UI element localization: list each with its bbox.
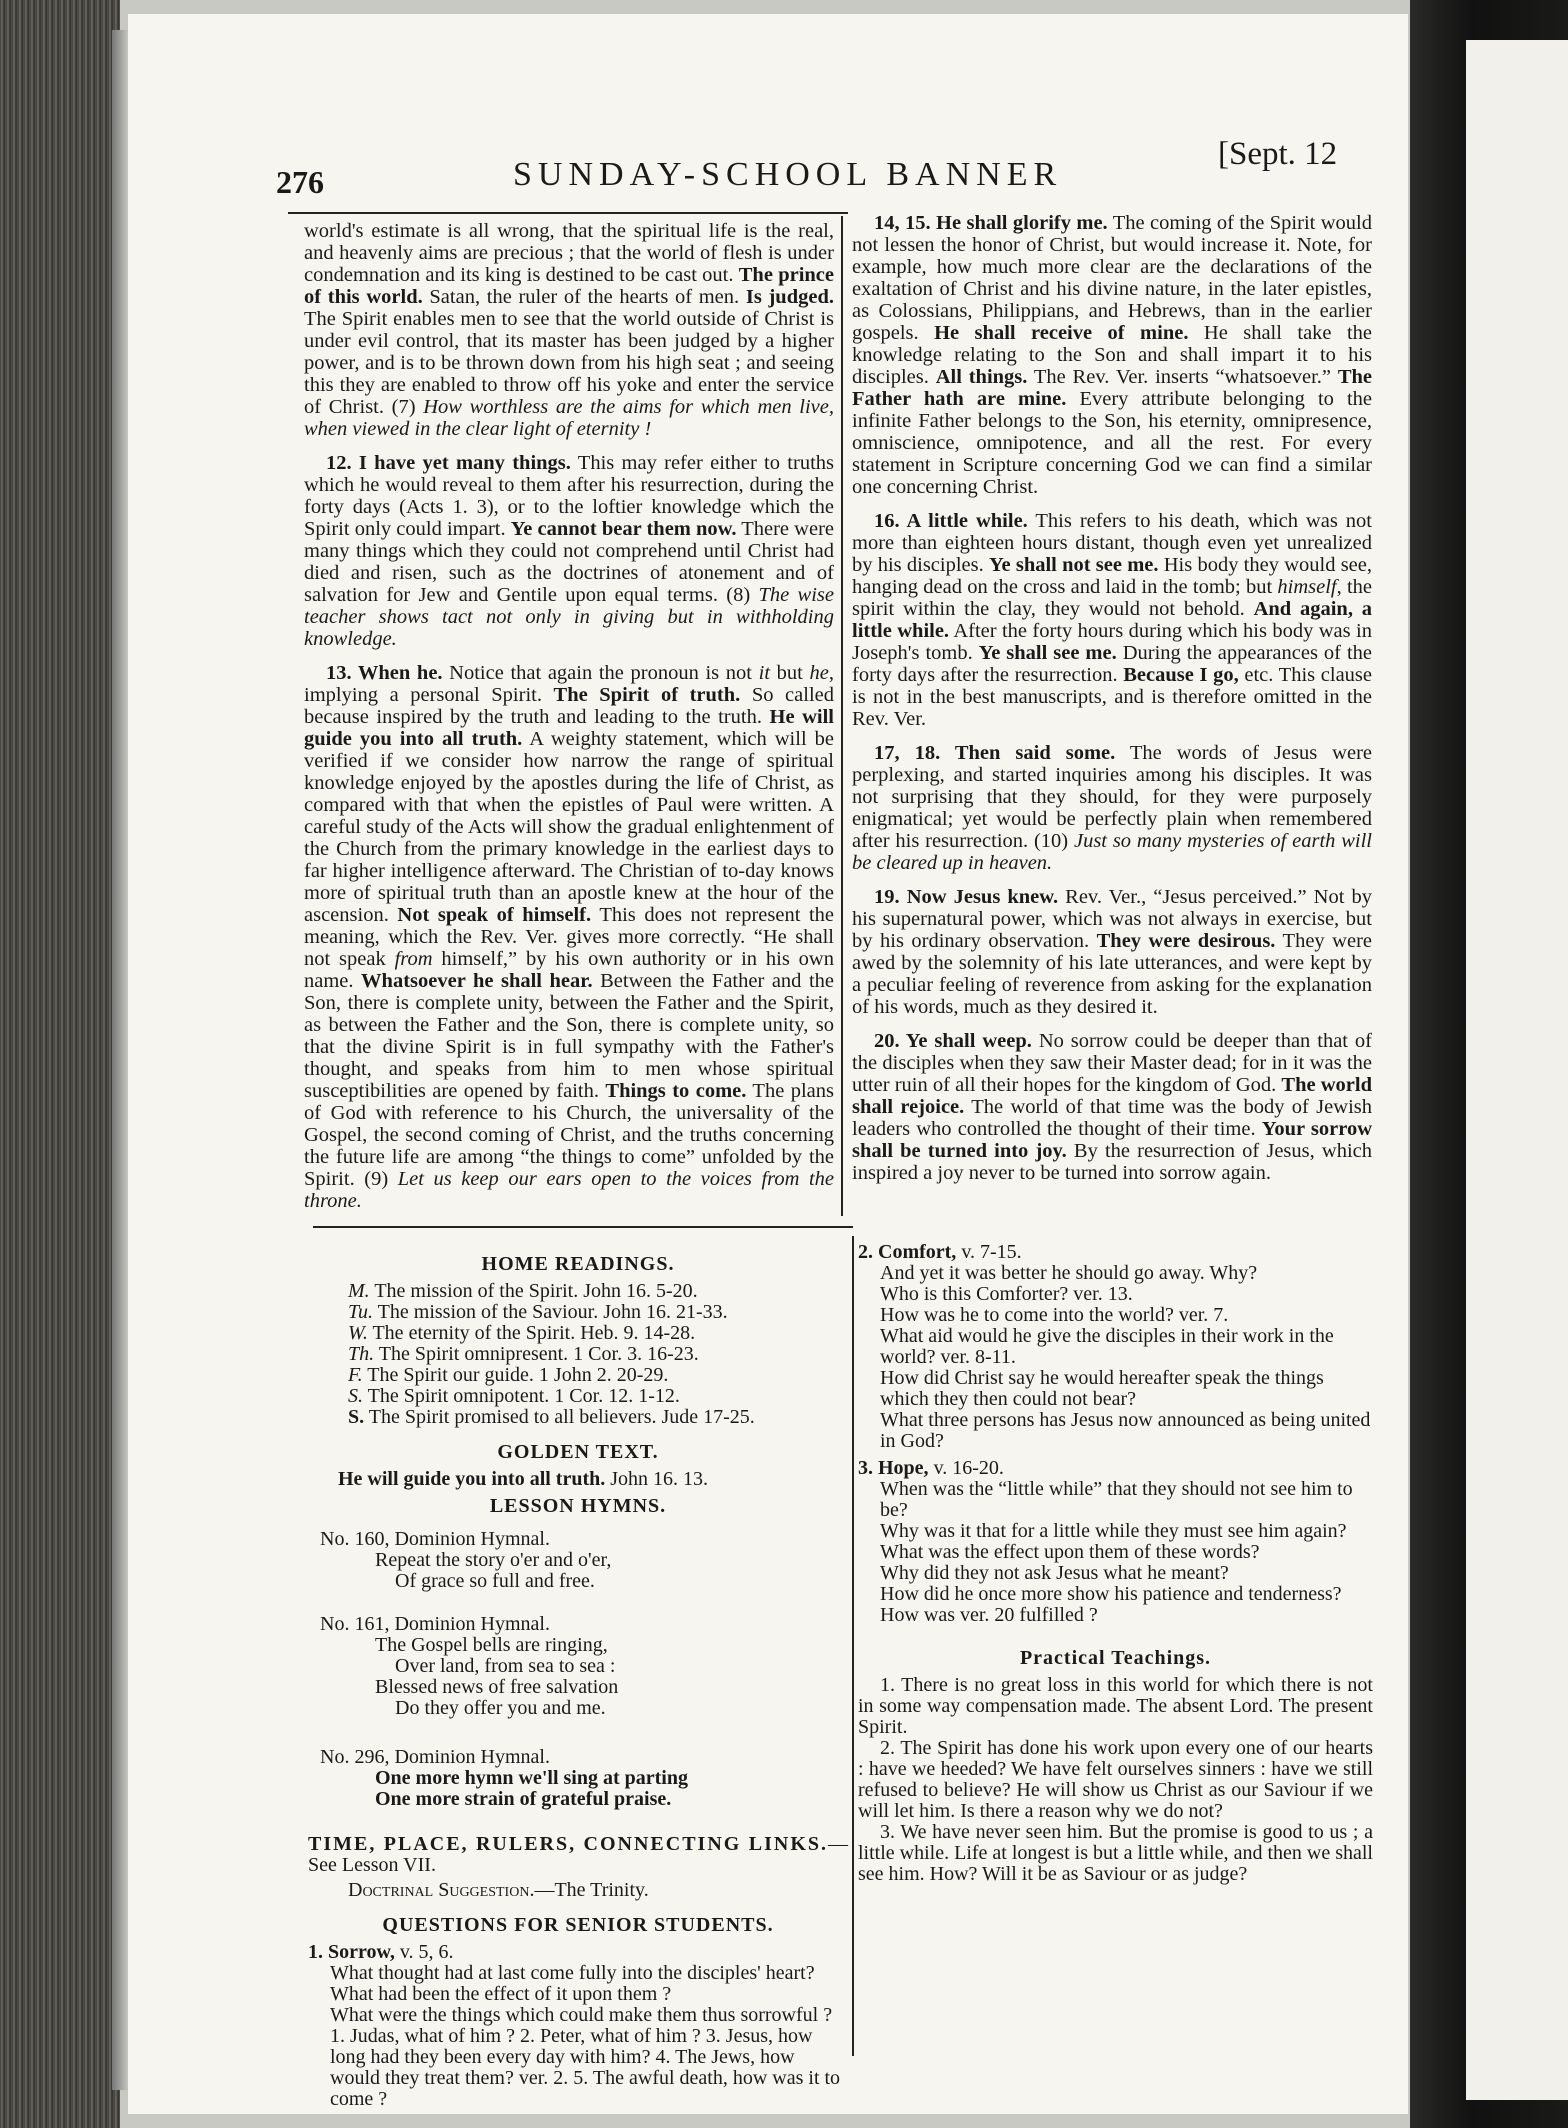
lesson-hymns-title: LESSON HYMNS. — [489, 1495, 667, 1517]
practical-teachings — [858, 1675, 1373, 1885]
teaching: 1. There is no great loss in this world for which there is not in some way compensation made. The absent Lord. The present Spirit. — [858, 1674, 1373, 1738]
reading-item: W. The eternity of the Spirit. Heb. 9. 14-28. — [348, 1322, 696, 1344]
hymn: No. 160, Dominion Hymnal. Repeat the story o'er and o'er, Of grace so full and free. — [320, 1528, 612, 1592]
question: What three persons has Jesus now announced as being united in God? — [880, 1409, 1371, 1452]
question: How did he once more show his patience and tenderness? — [880, 1583, 1342, 1605]
question: Why was it that for a little while they must see him again? — [880, 1520, 1347, 1542]
paragraph: 14, 15. He shall glorify me. The coming of the Spirit would not lessen the honor of Christ, but would increase it. Note, for example, how much more clear are the declarations of the exaltation of Christ and his divine nature, in the later epistles, as Colossians, Philippians, and Hebrews, than in the earlier gospels. He shall receive of mine. He shall take the knowledge relating to the Son and shall impart it to his disciples. All things. The Rev. Ver. inserts “whatsoever.” The Father hath are mine. Every attribute belonging to the infinite Father belongs to the Son, his eternity, omnipresence, omniscience, omnipotence, and all the rest. For every statement in Scripture concerning God we can find a similar one concerning Christ. — [852, 212, 1373, 498]
divider — [288, 212, 848, 214]
paragraph: 17, 18. Then said some. The words of Jesus were perplexing, and started inquiries among his disciples. It was not surprising that they should, for they were purposely enigmatical; yet would be perfectly plain when remembered after his resurrection. (10) Just so many mysteries of earth will be cleared up in heaven. — [852, 742, 1372, 874]
doctrinal-suggestion: Doctrinal Suggestion.—The Trinity. — [348, 1879, 649, 1901]
question: What aid would he give the disciples in their work in the world? ver. 8-11. — [880, 1325, 1334, 1368]
page-number: 276 — [276, 164, 324, 200]
running-head: SUNDAY-SCHOOL BANNER — [513, 156, 1063, 193]
reading-item: M. The mission of the Spirit. John 16. 5-20. — [348, 1280, 698, 1302]
paragraph: 19. Now Jesus knew. Rev. Ver., “Jesus perceived.” Not by his supernatural power, which was not always in exercise, but by his ordinary observation. They were desirous. They were awed by the solemnity of his late utterances, and were kept by a peculiar feeling of reverence from asking for the explanation of his words, much as they desired it. — [852, 886, 1373, 1018]
question: How was he to come into the world? ver. 7. — [880, 1304, 1229, 1326]
issue-date: [Sept. 12 — [1218, 136, 1338, 172]
paragraph: 12. I have yet many things. This may refer either to truths which he would reveal to them after his resurrection, during the forty days (Acts 1. 3), or to the loftier knowledge which the Spirit only could impart. Ye cannot bear them now. There were many things which they could not comprehend until Christ had died and risen, such as the doctrines of atonement and of salvation for Jew and Gentile upon equal terms. (8) The wise teacher shows tact not only in giving but in withholding knowledge. — [304, 452, 835, 650]
question-section-heading: 1. Sorrow, v. 5, 6. — [308, 1941, 454, 1963]
question: When was the “little while” that they should not see him to be? — [880, 1478, 1353, 1521]
book-spine — [0, 0, 120, 2128]
teaching: 3. We have never seen him. But the promise is good to us ; a little while. Life at longest is but a little while, and then we shall see him. How? Will it be as Saviour or as judge? — [858, 1821, 1373, 1885]
left-column — [304, 220, 834, 1224]
question-section-heading: 2. Comfort, v. 7-15. — [858, 1241, 1022, 1263]
practical-teachings-title: Practical Teachings. — [1019, 1647, 1212, 1669]
question: And yet it was better he should go away. Why? — [880, 1262, 1258, 1284]
left-column — [308, 1248, 848, 2110]
paragraph: world's estimate is all wrong, that the spiritual life is the real, and heavenly aims are precious ; that the world of flesh is under condemnation and its king is destined to be cast out. The prince of this world. Satan, the ruler of the hearts of men. Is judged. The Spirit enables men to see that the world outside of Christ is under evil control, that its master has been judged by a higher power, and is to be thrown down from his high seat ; and seeing this they are enabled to throw off his yoke and enter the service of Christ. (7) How worthless are the aims for which men live, when viewed in the clear light of eternity ! — [304, 220, 834, 440]
commentary-section — [128, 212, 1408, 1222]
paragraph: 13. When he. Notice that again the pronoun is not it but he, implying a personal Spirit. The Spirit of truth. So called because inspired by the truth and leading to the truth. He will guide you into all truth. A weighty statement, which will be verified if we consider how narrow the range of spiritual knowledge enjoyed by the apostles during the life of Christ, as compared with that when the epistles of Paul were written. A careful study of the Acts will show the gradual enlightenment of the Church from the primary knowledge in the earliest days to far higher intelligence afterward. The Christian of to-day knows more of spiritual truth than an apostle knew at the hour of the ascension. Not speak of himself. This does not represent the meaning, which the Rev. Ver. gives more correctly. “He shall not speak from himself,” by his own authority or in his own name. Whatsoever he shall hear. Between the Father and the Son, there is complete unity, between the Father and the Spirit, as between the Father and the Son, there is complete unity, so that the divine Spirit is in full sympathy with the Father's thought, and speaks from him to men whose spiritual susceptibilities are opened by faith. Things to come. The plans of God with reference to his Church, the universality of the Gospel, the second coming of Christ, and the truths concerning the future life are among “the things to come” unfolded by the Spirit. (9) Let us keep our ears open to the voices from the throne. — [304, 662, 835, 1212]
paragraph: 16. A little while. This refers to his death, which was not more than eighteen hours distant, though even yet unrealized by his disciples. Ye shall not see me. His body they would see, hanging dead on the cross and laid in the tomb; but himself, the spirit within the clay, they would not behold. And again, a little while. After the forty hours during which his body was in Joseph's tomb. Ye shall see me. During the appearances of the forty days after the resurrection. Because I go, etc. This clause is not in the best manuscripts, and is therefore omitted in the Rev. Ver. — [852, 510, 1372, 730]
question: What were the things which could make them thus sorrowful ? 1. Judas, what of him ? 2. Peter, what of him ? 3. Jesus, how long had they been every day with him? 4. The Jews, how would they treat them? ver. 2. 5. The awful death, how was it to come ? — [330, 2004, 841, 2110]
teaching: 2. The Spirit has done his work upon every one of our hearts : have we heeded? We have felt ourselves sinners : have we still refused to believe? He will show us Christ as our Saviour if we will let him. Is there a reason why we do not? — [858, 1737, 1373, 1822]
column-divider — [841, 216, 843, 1216]
hymn: No. 161, Dominion Hymnal. The Gospel bells are ringing, Over land, from sea to sea : Blessed news of free salvation Do they offer you and me. — [320, 1613, 619, 1719]
reading-item: S. The Spirit promised to all believers. Jude 17-25. — [348, 1406, 755, 1428]
reading-item: Th. The Spirit omnipresent. 1 Cor. 3. 16-23. — [348, 1343, 699, 1365]
questions-title: QUESTIONS FOR SENIOR STUDENTS. — [382, 1914, 774, 1936]
page-header — [128, 118, 1408, 200]
question: What was the effect upon them of these words? — [880, 1541, 1260, 1563]
question: How did Christ say he would hereafter speak the things which they then could not bear? — [880, 1367, 1324, 1410]
question: What thought had at last come fully into the disciples' heart? — [330, 1962, 815, 1984]
right-column — [858, 1236, 1373, 1885]
paragraph: 20. Ye shall weep. No sorrow could be deeper than that of the disciples when they saw their Master dead; for in it was the utter ruin of all their hopes for the kingdom of God. The world shall rejoice. The world of that time was the body of Jewish leaders who controlled the thought of their time. Your sorrow shall be turned into joy. By the resurrection of Jesus, which inspired a joy never to be turned into sorrow again. — [852, 1030, 1373, 1184]
question: What had been the effect of it upon them ? — [330, 1983, 672, 2005]
facing-page-edge — [1466, 40, 1568, 2100]
reading-item: F. The Spirit our guide. 1 John 2. 20-29. — [348, 1364, 669, 1386]
reading-item: S. The Spirit omnipotent. 1 Cor. 12. 1-12. — [348, 1385, 680, 1407]
right-column — [852, 212, 1372, 1196]
column-divider — [852, 1236, 854, 2056]
question: Why did they not ask Jesus what he meant? — [880, 1562, 1229, 1584]
divider — [313, 1226, 853, 1228]
home-readings-title: HOME READINGS. — [481, 1253, 675, 1275]
question-section-heading: 3. Hope, v. 16-20. — [858, 1457, 1004, 1479]
book-page — [128, 14, 1408, 2114]
golden-text: He will guide you into all truth. John 16. 13. — [338, 1468, 709, 1490]
reading-item: Tu. The mission of the Saviour. John 16. 21-33. — [348, 1301, 728, 1323]
golden-text-title: GOLDEN TEXT. — [497, 1441, 659, 1463]
hymn: No. 296, Dominion Hymnal. One more hymn we'll sing at parting One more strain of grateful praise. — [320, 1746, 688, 1810]
time-place-heading: TIME, PLACE, RULERS, CONNECTING LINKS.—See Lesson VII. — [308, 1833, 848, 1876]
question: Who is this Comforter? ver. 13. — [880, 1283, 1133, 1305]
question: How was ver. 20 fulfilled ? — [880, 1604, 1098, 1626]
lesson-helps-section — [128, 1236, 1408, 2110]
